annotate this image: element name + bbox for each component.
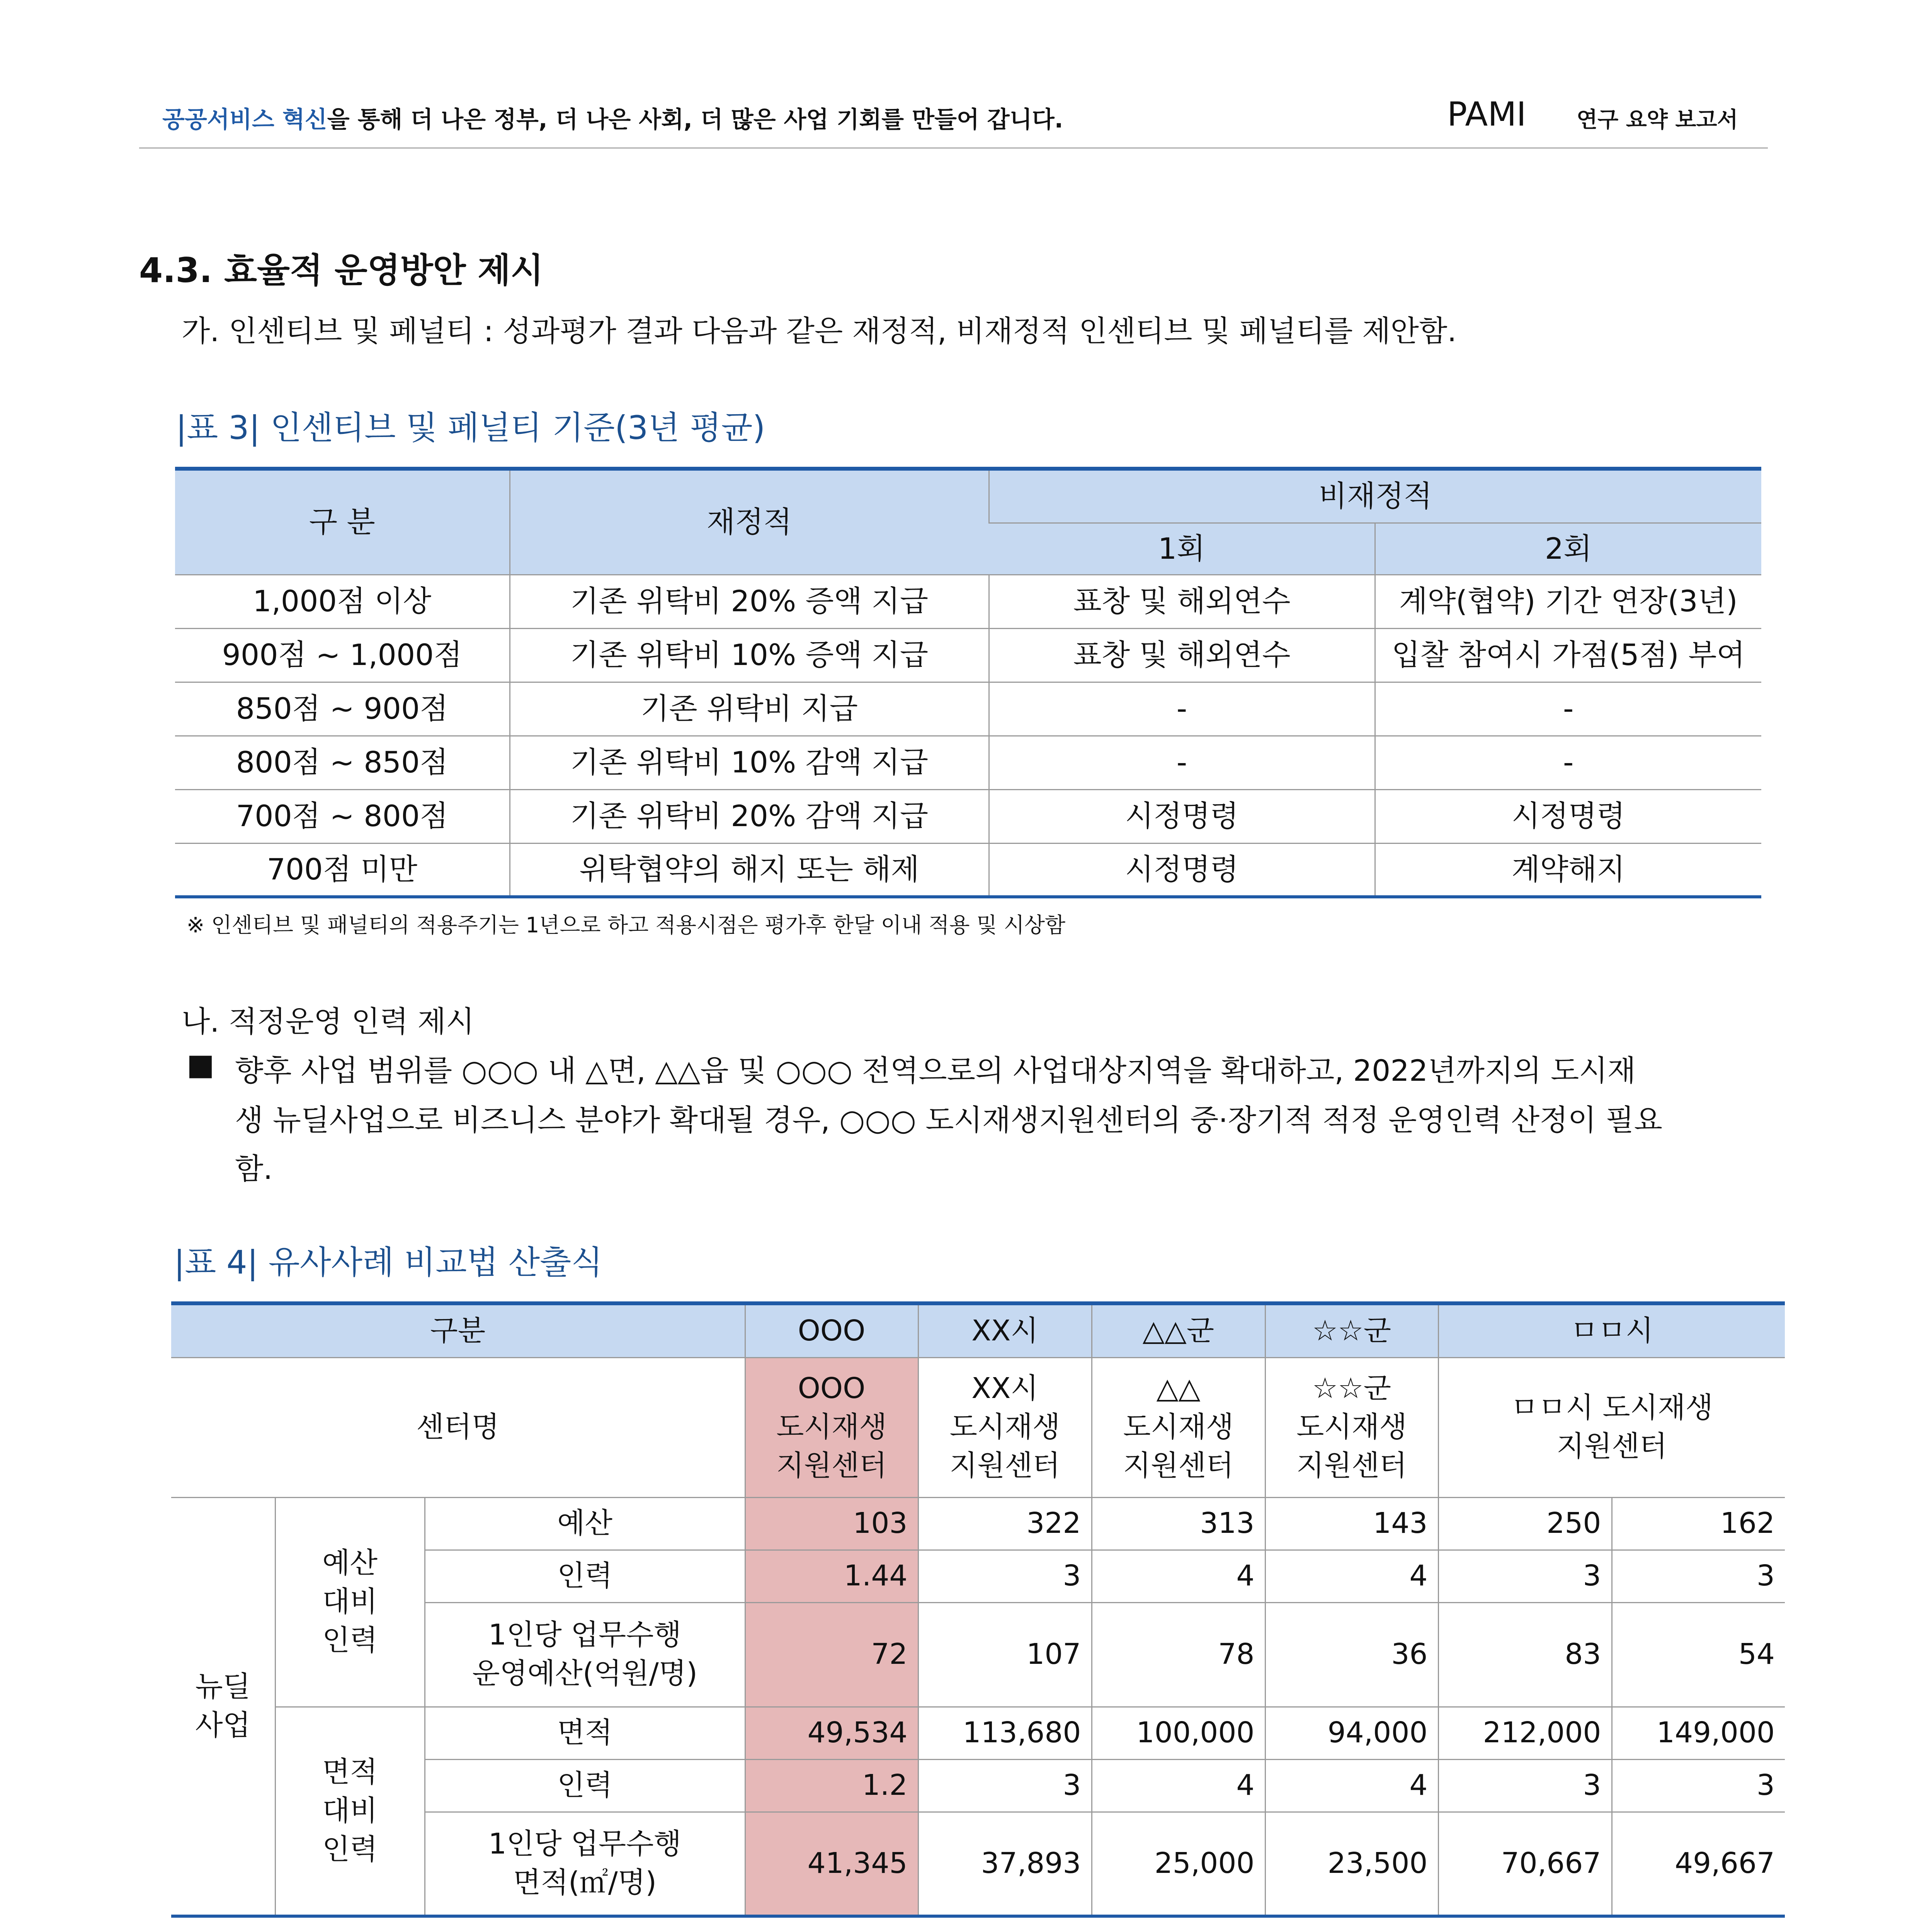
t4-row-label: 예산 xyxy=(425,1497,745,1550)
t4-value: 23,500 xyxy=(1265,1812,1438,1916)
t3-cell: 기존 위탁비 10% 증액 지급 xyxy=(510,628,989,682)
t4-value: 49,534 xyxy=(745,1707,918,1759)
t3-cell: 800점 ~ 850점 xyxy=(175,736,510,789)
t3-cell: 계약해지 xyxy=(1375,843,1761,897)
t3-cell: 700점 ~ 800점 xyxy=(175,789,510,843)
t3-cell: 기존 위탁비 20% 감액 지급 xyxy=(510,789,989,843)
t4-value: 322 xyxy=(918,1497,1092,1550)
t4-value: 3 xyxy=(1612,1759,1785,1812)
t4-value: 25,000 xyxy=(1092,1812,1265,1916)
t4-center-name: OOO 도시재생 지원센터 xyxy=(745,1357,918,1497)
t4-row-label: 1인당 업무수행 면적(㎡/명) xyxy=(425,1812,745,1916)
t4-value: 250 xyxy=(1438,1497,1612,1550)
t4-value: 4 xyxy=(1265,1759,1438,1812)
t3-cell: 시정명령 xyxy=(989,843,1375,897)
t3-cell: 표창 및 해외연수 xyxy=(989,575,1375,628)
item-na-line2: 생 뉴딜사업으로 비즈니스 분야가 확대될 경우, ○○○ 도시재생지원센터의 중·장기적 적정 운영인력 산정이 필요 xyxy=(235,1103,1663,1137)
item-na-line1: 향후 사업 범위를 ○○○ 내 △면, △△읍 및 ○○○ 전역으로의 사업대상지역을 확대하고, 2022년까지의 도시재 xyxy=(235,1053,1636,1088)
t4-center-name: ☆☆군 도시재생 지원센터 xyxy=(1265,1357,1438,1497)
t4-value: 54 xyxy=(1612,1602,1785,1707)
header-brand: PAMI xyxy=(1447,95,1526,134)
table4-note-1 xyxy=(180,1928,1317,1932)
t4-value: 1.2 xyxy=(745,1759,918,1812)
t4-row-label: 1인당 업무수행 운영예산(억원/명) xyxy=(425,1602,745,1707)
item-na-title: 나. 적정운영 인력 제시 xyxy=(182,1004,475,1039)
t4-value: 41,345 xyxy=(745,1812,918,1916)
t4-value: 212,000 xyxy=(1438,1707,1612,1759)
t4-value: 4 xyxy=(1265,1550,1438,1602)
t3-cell: 계약(협약) 기간 연장(3년) xyxy=(1375,575,1761,628)
t4-center-label: 센터명 xyxy=(171,1357,745,1497)
t4-value: 313 xyxy=(1092,1497,1265,1550)
t3-header-second: 2회 xyxy=(1375,523,1761,575)
t4-value: 149,000 xyxy=(1612,1707,1785,1759)
t4-header-category: 구분 xyxy=(171,1303,745,1357)
t3-cell: 기존 위탁비 20% 증액 지급 xyxy=(510,575,989,628)
t3-cell: 850점 ~ 900점 xyxy=(175,682,510,736)
t4-value: 100,000 xyxy=(1092,1707,1265,1759)
t4-value: 36 xyxy=(1265,1602,1438,1707)
t3-header-category: 구 분 xyxy=(175,469,510,575)
t4-value: 78 xyxy=(1092,1602,1265,1707)
t4-value: 72 xyxy=(745,1602,918,1707)
section-title: 4.3. 효율적 운영방안 제시 xyxy=(139,250,544,290)
t4-center-name: △△ 도시재생 지원센터 xyxy=(1092,1357,1265,1497)
t3-cell: 입찰 참여시 가점(5점) 부여 xyxy=(1375,628,1761,682)
t4-value: 1.44 xyxy=(745,1550,918,1602)
similar-case-table xyxy=(171,1301,1785,1918)
bullet-square: ■ xyxy=(187,1047,214,1082)
header-divider xyxy=(139,147,1768,149)
t4-value: 37,893 xyxy=(918,1812,1092,1916)
t4-value: 103 xyxy=(745,1497,918,1550)
slogan-rest: 을 통해 더 나은 정부, 더 나은 사회, 더 많은 사업 기회를 만들어 갑니다. xyxy=(327,106,1063,133)
header-slogan xyxy=(162,101,1063,134)
t3-header-first: 1회 xyxy=(989,523,1375,575)
t3-cell: - xyxy=(1375,736,1761,789)
t3-cell: 900점 ~ 1,000점 xyxy=(175,628,510,682)
t4-group-area: 면적 대비 인력 xyxy=(275,1707,425,1916)
t4-value: 3 xyxy=(1612,1550,1785,1602)
t4-row-label: 인력 xyxy=(425,1759,745,1812)
t4-row-label: 면적 xyxy=(425,1707,745,1759)
incentive-penalty-table xyxy=(175,467,1761,898)
t4-header-triangle: △△군 xyxy=(1092,1303,1265,1357)
t4-value: 4 xyxy=(1092,1759,1265,1812)
t4-value: 3 xyxy=(1438,1759,1612,1812)
item-na-line3: 함. xyxy=(235,1151,273,1186)
t3-cell: - xyxy=(989,682,1375,736)
t4-value: 83 xyxy=(1438,1602,1612,1707)
slogan-highlight: 공공서비스 혁신 xyxy=(162,106,327,133)
t4-value: 94,000 xyxy=(1265,1707,1438,1759)
t4-value: 162 xyxy=(1612,1497,1785,1550)
t4-value: 49,667 xyxy=(1612,1812,1785,1916)
t4-header-star: ☆☆군 xyxy=(1265,1303,1438,1357)
table3-caption: |표 3| 인센티브 및 페널티 기준(3년 평균) xyxy=(176,409,765,447)
t3-cell: - xyxy=(989,736,1375,789)
item-ga-text: 가. 인센티브 및 페널티 : 성과평가 결과 다음과 같은 재정적, 비재정적 인센티브 및 페널티를 제안함. xyxy=(182,314,1457,348)
t3-header-financial: 재정적 xyxy=(510,469,989,575)
t3-cell: 위탁협약의 해지 또는 해제 xyxy=(510,843,989,897)
t4-header-square: ㅁㅁ시 xyxy=(1438,1303,1785,1357)
header-report-type: 연구 요약 보고서 xyxy=(1577,107,1738,133)
t3-cell: - xyxy=(1375,682,1761,736)
t4-header-xx: XX시 xyxy=(918,1303,1092,1357)
t4-value: 113,680 xyxy=(918,1707,1092,1759)
t3-header-nonfinancial: 비재정적 xyxy=(989,469,1761,523)
t4-group-newdeal: 뉴딜 사업 xyxy=(171,1497,275,1916)
t4-group-budget: 예산 대비 인력 xyxy=(275,1497,425,1707)
t3-cell: 시정명령 xyxy=(1375,789,1761,843)
table3-note: ※ 인센티브 및 패널티의 적용주기는 1년으로 하고 적용시점은 평가후 한달 이내 적용 및 시상함 xyxy=(187,913,1066,937)
t3-cell: 기존 위탁비 지급 xyxy=(510,682,989,736)
t4-value: 3 xyxy=(918,1550,1092,1602)
t4-center-name: ㅁㅁ시 도시재생 지원센터 xyxy=(1438,1357,1785,1497)
t4-header-ooo: OOO xyxy=(745,1303,918,1357)
t4-value: 3 xyxy=(918,1759,1092,1812)
t3-cell: 기존 위탁비 10% 감액 지급 xyxy=(510,736,989,789)
t3-cell: 700점 미만 xyxy=(175,843,510,897)
t4-value: 143 xyxy=(1265,1497,1438,1550)
t3-cell: 표창 및 해외연수 xyxy=(989,628,1375,682)
t4-value: 70,667 xyxy=(1438,1812,1612,1916)
t4-value: 4 xyxy=(1092,1550,1265,1602)
table4-caption: |표 4| 유사사례 비교법 산출식 xyxy=(174,1243,603,1281)
t4-value: 107 xyxy=(918,1602,1092,1707)
t3-cell: 1,000점 이상 xyxy=(175,575,510,628)
t4-center-name: XX시 도시재생 지원센터 xyxy=(918,1357,1092,1497)
t4-row-label: 인력 xyxy=(425,1550,745,1602)
t3-cell: 시정명령 xyxy=(989,789,1375,843)
t4-value: 3 xyxy=(1438,1550,1612,1602)
